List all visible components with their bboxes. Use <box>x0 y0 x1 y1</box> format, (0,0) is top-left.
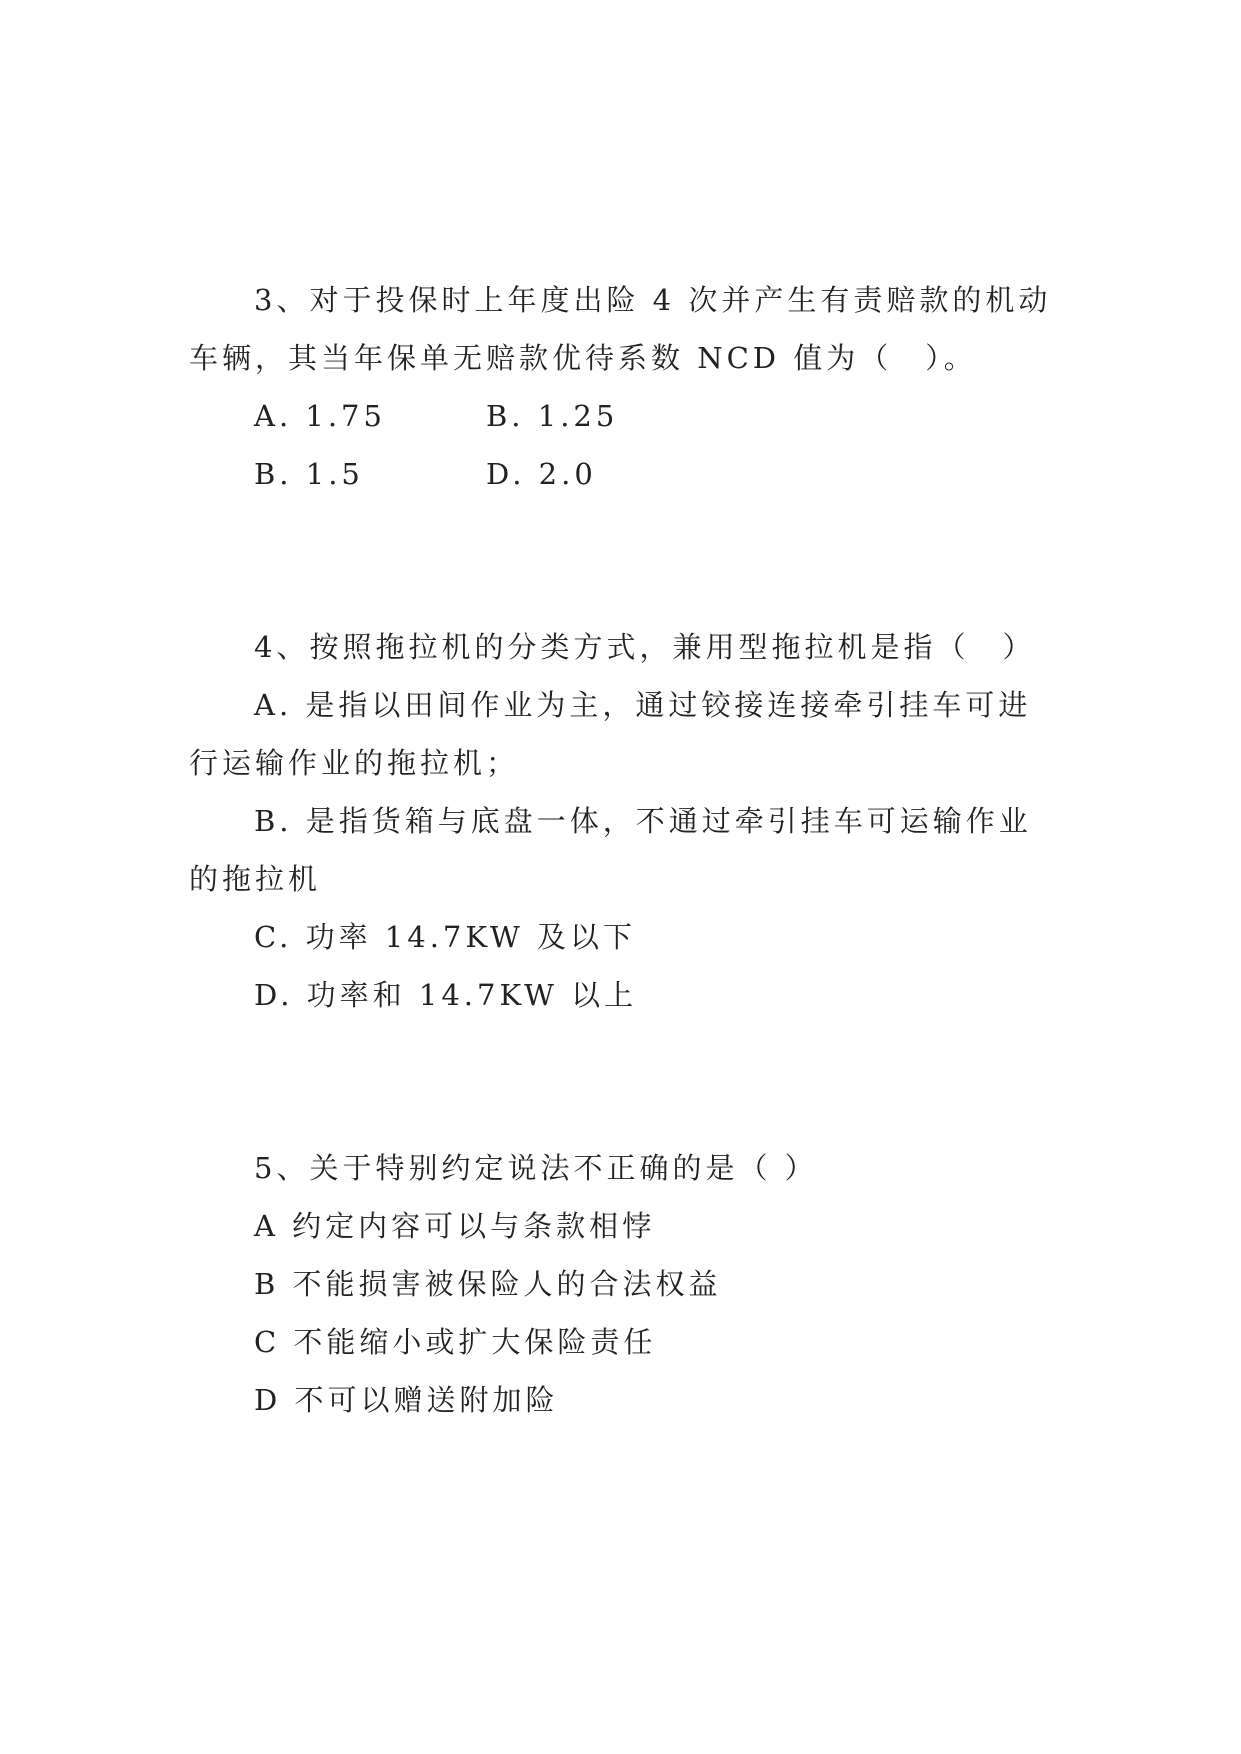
question-4-stem: 4、按照拖拉机的分类方式，兼用型拖拉机是指（ ） <box>254 630 1036 664</box>
question-5-stem: 5、关于特别约定说法不正确的是（ ） <box>254 1151 818 1185</box>
question-4-option-d: D. 功率和 14.7KW 以上 <box>254 978 638 1012</box>
question-3-option-c: B. 1.5 <box>254 457 364 491</box>
question-5-option-d: D 不可以赠送附加险 <box>254 1383 559 1417</box>
question-3-option-d: D. 2.0 <box>486 457 597 491</box>
question-4-option-b-line-2: 的拖拉机 <box>189 862 322 896</box>
question-3-option-b: B. 1.25 <box>486 399 619 433</box>
question-4-option-a-line-2: 行运输作业的拖拉机； <box>189 746 520 780</box>
question-4-option-a-line-1: A. 是指以田间作业为主，通过铰接连接牵引挂车可进 <box>254 688 1032 722</box>
question-4-option-b-line-1: B. 是指货箱与底盘一体，不通过牵引挂车可运输作业 <box>254 804 1032 838</box>
question-3-stem-line-1: 3、对于投保时上年度出险 4 次并产生有责赔款的机动 <box>254 283 1052 317</box>
question-3-option-a: A. 1.75 <box>254 399 386 433</box>
question-5-option-b: B 不能损害被保险人的合法权益 <box>254 1267 722 1301</box>
question-5-option-a: A 约定内容可以与条款相悖 <box>254 1209 656 1243</box>
question-3-stem-line-2: 车辆，其当年保单无赔款优待系数 NCD 值为（ ）。 <box>189 341 977 375</box>
question-5-option-c: C 不能缩小或扩大保险责任 <box>254 1325 657 1359</box>
question-4-option-c: C. 功率 14.7KW 及以下 <box>254 920 637 954</box>
